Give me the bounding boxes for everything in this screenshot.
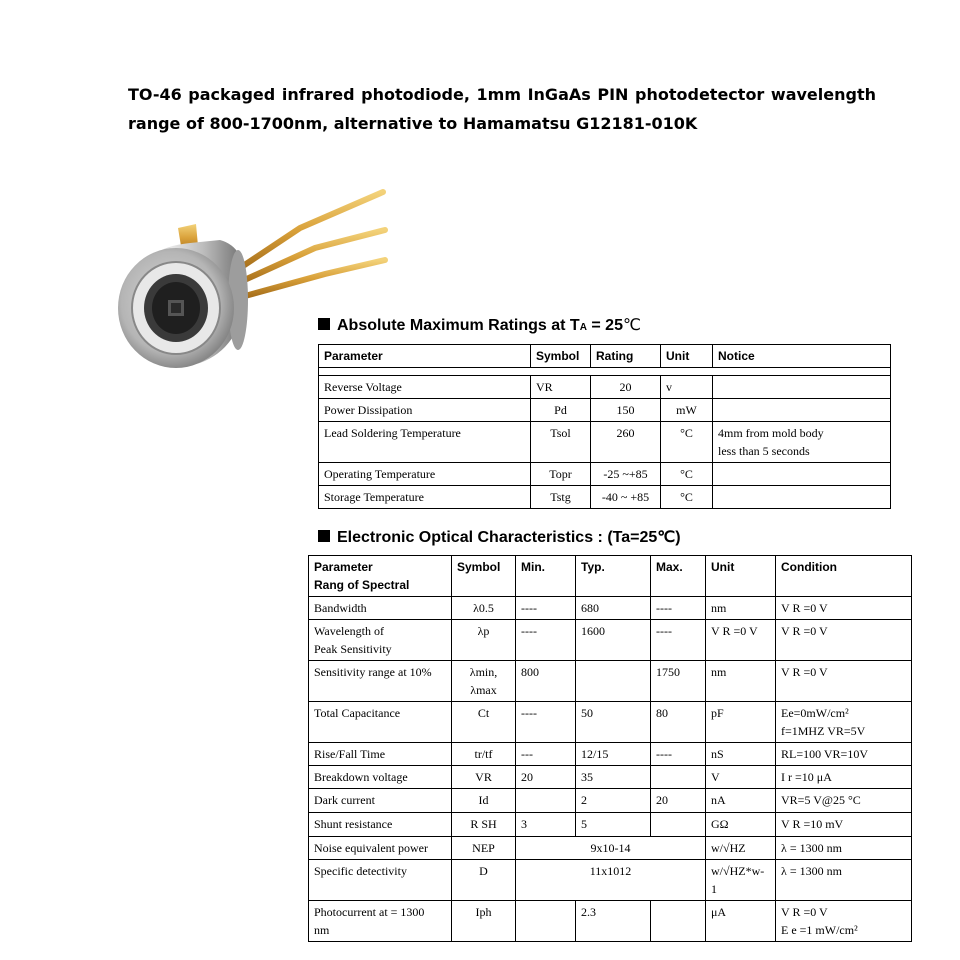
condition-cell: VR=5 V@25 °C [776,789,912,813]
param-cell: Noise equivalent power [309,837,452,860]
min-cell [516,901,576,942]
column-header: Typ. [576,556,651,597]
param-cell: Photocurrent at = 1300 nm [309,901,452,942]
typ-cell: 35 [576,766,651,789]
table-row [309,901,912,942]
column-header: Symbol [452,556,516,597]
column-header: Symbol [531,345,591,368]
absolute-max-ratings-table [318,344,891,509]
notice-cell [713,486,891,509]
column-header: Condition [776,556,912,597]
param-cell: Lead Soldering Temperature [319,422,531,463]
param-cell: Rise/Fall Time [309,743,452,766]
symbol-cell: Tsol [531,422,591,463]
unit-cell: μA [706,901,776,942]
table-row [309,661,912,702]
max-cell: ---- [651,620,706,661]
typ-cell: 9x10-14 [516,837,706,860]
condition-cell: I r =10 μA [776,766,912,789]
unit-cell: °C [661,422,713,463]
unit-cell: nm [706,661,776,702]
param-cell: Breakdown voltage [309,766,452,789]
unit-cell: °C [661,463,713,486]
symbol-cell: Id [452,789,516,813]
param-cell: Total Capacitance [309,702,452,743]
typ-cell: 11x1012 [516,860,706,901]
min-cell: 800 [516,661,576,702]
param-cell: Power Dissipation [319,399,531,422]
black-square-icon [318,530,330,542]
table-header-row [319,345,891,368]
unit-cell: GΩ [706,813,776,837]
table-row [309,860,912,901]
max-cell: 1750 [651,661,706,702]
typ-cell: 2.3 [576,901,651,942]
notice-cell [713,376,891,399]
notice-cell: 4mm from mold body less than 5 seconds [713,422,891,463]
eoc-heading: Electronic Optical Characteristics : (Ta=25℃) [318,527,681,547]
param-cell: Dark current [309,789,452,813]
column-header: Unit [661,345,713,368]
condition-cell: V R =0 V E e =1 mW/cm² [776,901,912,942]
typ-cell: 12/15 [576,743,651,766]
unit-cell: mW [661,399,713,422]
condition-cell: λ = 1300 nm [776,837,912,860]
unit-cell: nA [706,789,776,813]
table-row [319,486,891,509]
unit-cell: °C [661,486,713,509]
symbol-cell: R SH [452,813,516,837]
typ-cell: 2 [576,789,651,813]
table-row [309,702,912,743]
max-cell: 20 [651,789,706,813]
condition-cell: RL=100 VR=10V [776,743,912,766]
column-header: Parameter [319,345,531,368]
table-row [319,376,891,399]
symbol-cell: D [452,860,516,901]
unit-cell: V [706,766,776,789]
table-header-row [309,556,912,597]
condition-cell: V R =10 mV [776,813,912,837]
max-cell: ---- [651,597,706,620]
column-header: Min. [516,556,576,597]
symbol-cell: Tstg [531,486,591,509]
unit-cell: nS [706,743,776,766]
symbol-cell: Pd [531,399,591,422]
unit-cell: V R =0 V [706,620,776,661]
table-row [309,597,912,620]
condition-cell: λ = 1300 nm [776,860,912,901]
rating-cell: -25 ~+85 [591,463,661,486]
unit-cell: pF [706,702,776,743]
symbol-cell: tr/tf [452,743,516,766]
param-cell: Reverse Voltage [319,376,531,399]
unit-cell: w/√HZ [706,837,776,860]
condition-cell: V R =0 V [776,597,912,620]
condition-cell: Ee=0mW/cm² f=1MHZ VR=5V [776,702,912,743]
symbol-cell: λp [452,620,516,661]
min-cell: ---- [516,702,576,743]
page-title: TO-46 packaged infrared photodiode, 1mm InGaAs PIN photodetector wavelength range of 800-1700nm, alternative to Hamamatsu G12181-010K [128,85,876,133]
electronic-optical-characteristics-table [308,555,912,942]
symbol-cell: λ0.5 [452,597,516,620]
param-cell: Wavelength of Peak Sensitivity [309,620,452,661]
rating-cell: 20 [591,376,661,399]
symbol-cell: Topr [531,463,591,486]
column-header: Max. [651,556,706,597]
table-row [319,463,891,486]
unit-cell: v [661,376,713,399]
symbol-cell: λmin, λmax [452,661,516,702]
table-row [309,837,912,860]
table-row [319,399,891,422]
min-cell [516,789,576,813]
min-cell: --- [516,743,576,766]
amr-heading: Absolute Maximum Ratings at TA = 25℃ [318,315,641,335]
table-row [309,743,912,766]
notice-cell [713,463,891,486]
notice-cell [713,399,891,422]
column-header: Rating [591,345,661,368]
min-cell: ---- [516,620,576,661]
param-cell: Bandwidth [309,597,452,620]
column-header: Notice [713,345,891,368]
table-row [309,620,912,661]
table-row [309,813,912,837]
rating-cell: 150 [591,399,661,422]
symbol-cell: NEP [452,837,516,860]
rating-cell: -40 ~ +85 [591,486,661,509]
condition-cell: V R =0 V [776,620,912,661]
param-cell: Shunt resistance [309,813,452,837]
max-cell [651,813,706,837]
typ-cell [576,661,651,702]
max-cell: 80 [651,702,706,743]
param-cell: Specific detectivity [309,860,452,901]
symbol-cell: Iph [452,901,516,942]
min-cell: 20 [516,766,576,789]
typ-cell: 1600 [576,620,651,661]
column-header: Unit [706,556,776,597]
table-row [319,422,891,463]
typ-cell: 680 [576,597,651,620]
table-row [309,766,912,789]
symbol-cell: VR [452,766,516,789]
symbol-cell: VR [531,376,591,399]
rating-cell: 260 [591,422,661,463]
symbol-cell: Ct [452,702,516,743]
param-cell: Sensitivity range at 10% [309,661,452,702]
typ-cell: 50 [576,702,651,743]
condition-cell: V R =0 V [776,661,912,702]
param-cell: Operating Temperature [319,463,531,486]
unit-cell: w/√HZ*w-1 [706,860,776,901]
table-row [309,789,912,813]
typ-cell: 5 [576,813,651,837]
min-cell: ---- [516,597,576,620]
max-cell [651,901,706,942]
param-cell: Storage Temperature [319,486,531,509]
max-cell [651,766,706,789]
black-square-icon [318,318,330,330]
min-cell: 3 [516,813,576,837]
max-cell: ---- [651,743,706,766]
unit-cell: nm [706,597,776,620]
column-header: Parameter Rang of Spectral [309,556,452,597]
